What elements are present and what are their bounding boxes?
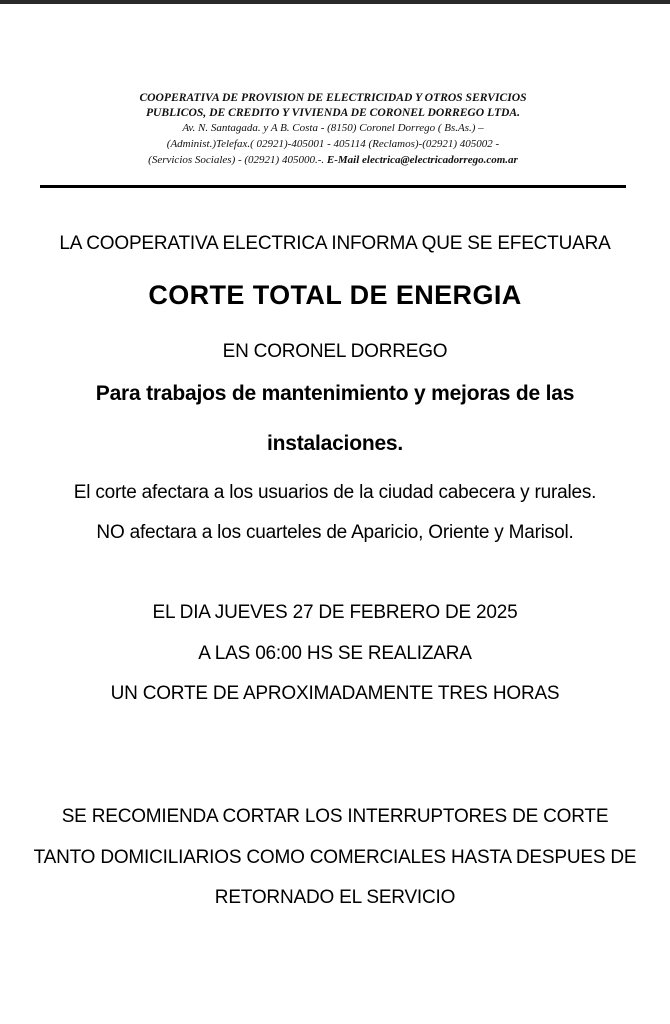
affected-text: El corte afectara a los usuarios de la ciudad cabecera y rurales. (73, 482, 597, 503)
org-name-line-2: PUBLICOS, DE CREDITO Y VIVIENDA DE CORONEL DORREGO LTDA. (145, 106, 521, 119)
time-text: A LAS 06:00 HS SE REALIZARA (198, 643, 472, 664)
date-text: EL DIA JUEVES 27 DE FEBRERO DE 2025 (152, 602, 518, 623)
letterhead-divider (40, 185, 626, 188)
reason-line-2: instalaciones. (266, 432, 404, 455)
location-text: EN CORONEL DORREGO (222, 341, 448, 362)
recommendation-line-2: TANTO DOMICILIARIOS COMO COMERCIALES HASTA DESPUES DE (33, 847, 637, 868)
not-affected-text: NO afectara a los cuarteles de Aparicio, Oriente y Marisol. (96, 522, 574, 543)
recommendation-line-3: RETORNADO EL SERVICIO (214, 887, 456, 908)
org-name-line-1: COOPERATIVA DE PROVISION DE ELECTRICIDAD Y OTROS SERVICIOS (139, 91, 527, 104)
recommendation-line-1: SE RECOMIENDA CORTAR LOS INTERRUPTORES DE CORTE (61, 806, 609, 827)
social-services: (Servicios Sociales) - (02921) 405000.-. (148, 154, 325, 166)
headline: CORTE TOTAL DE ENERGIA (148, 280, 522, 310)
phones-line: (Administ.)Telefax.( 02921)-405001 - 405114 (Reclamos)-(02921) 405002 - (166, 138, 500, 150)
email: E-Mail electrica@electricadorrego.com.ar (326, 154, 518, 166)
top-edge-strip (0, 0, 670, 4)
letterhead (60, 90, 606, 168)
address-line: Av. N. Santagada. y A B. Costa - (8150) Coronel Dorrego ( Bs.As.) – (182, 122, 484, 134)
reason-line-1: Para trabajos de mantenimiento y mejoras de las (95, 382, 575, 405)
duration-text: UN CORTE DE APROXIMADAMENTE TRES HORAS (110, 683, 560, 704)
contact-line (60, 152, 606, 168)
intro-text: LA COOPERATIVA ELECTRICA INFORMA QUE SE EFECTUARA (59, 233, 611, 254)
